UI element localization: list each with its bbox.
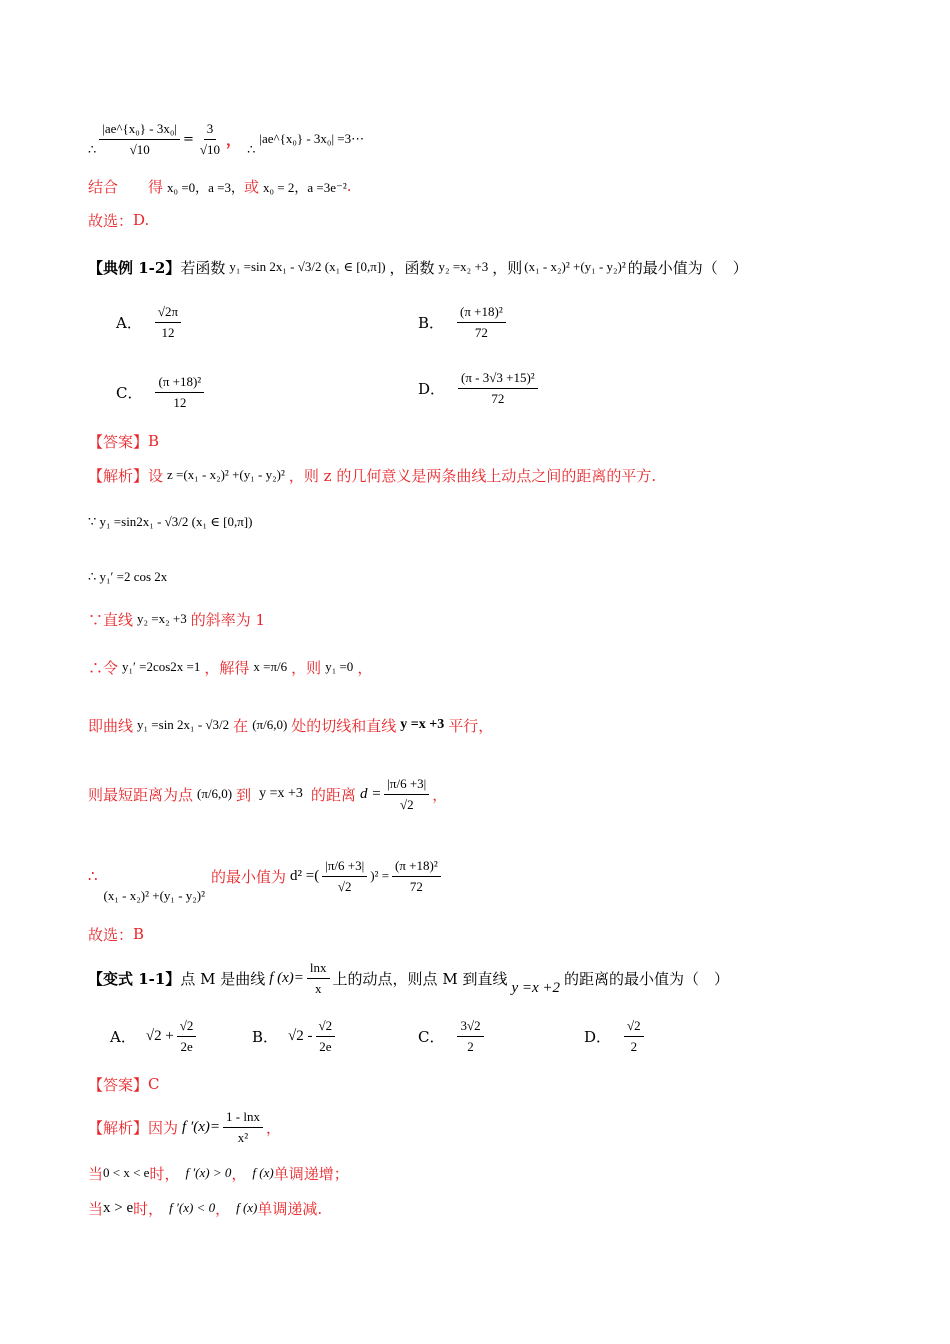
text-get: 得: [148, 177, 164, 196]
question-text: 的最小值为（ ）: [627, 258, 748, 277]
choose-label: 故选：: [88, 211, 134, 230]
solution-tag: 【解析】: [88, 466, 149, 485]
derivative-fraction: [223, 1107, 263, 1148]
choose-value: D.: [133, 211, 150, 229]
line-top-equation: [88, 116, 364, 162]
solution-text: 到: [236, 785, 252, 804]
answer-value: B: [148, 432, 160, 450]
expr-derivative-eq: y₁′ =2cos2x =1: [122, 659, 201, 674]
fraction-denominator: 72: [474, 325, 488, 340]
line-choose-b: [88, 923, 144, 945]
answer-tag: 【答案】: [88, 432, 149, 451]
solution-text: 时，: [133, 1199, 164, 1218]
expr-f-prime: f ′(x)=: [182, 1118, 220, 1135]
result-fraction: [392, 856, 441, 897]
solution-text: 当: [88, 1164, 104, 1183]
answer-1-2: [88, 430, 159, 452]
option-fraction: [457, 302, 506, 343]
solution-line-8: [88, 842, 444, 910]
example-1-2-question: [88, 250, 748, 284]
option-label: D．: [418, 380, 446, 398]
choose-label: 故选：: [88, 925, 134, 944]
solution-line-6: [88, 708, 493, 742]
question-text: 点 M 是曲线: [180, 969, 266, 988]
text-combine: 结合: [88, 177, 119, 196]
variant-tag: 【变式 1-1】: [88, 969, 181, 988]
solution-text: ，: [231, 1164, 247, 1183]
expr-distance-squared: (x₁ - x₂)² +(y₁ - y₂)²: [524, 259, 626, 274]
solution-text: ，则: [291, 658, 322, 677]
solution-text: 的最小值为: [211, 867, 287, 886]
fraction-numerator: (π +18)²: [457, 302, 506, 323]
option-prefix: √2 -: [288, 1028, 313, 1044]
fraction-numerator: √2: [624, 1016, 644, 1037]
question-text: 上的动点，则点 M 到直线: [332, 969, 508, 988]
expr-x0-2: x₀ = 2，a =3e⁻²: [263, 179, 347, 195]
solution-1-1-line-2: [88, 1161, 349, 1185]
fraction-denominator: 2: [467, 1039, 474, 1054]
fraction-denominator: √2: [337, 878, 352, 894]
fraction-numerator: |π/6 +3|: [384, 774, 429, 795]
expr-f-prime-sign: f ′(x) < 0: [169, 1200, 216, 1215]
expr-distance-squared: (x₁ - x₂)² +(y₁ - y₂)²: [103, 888, 206, 903]
comma: ，: [226, 130, 242, 149]
expr-interval: 0 < x < e: [103, 1165, 150, 1180]
fraction-denominator: 2e: [319, 1039, 332, 1054]
abs-expression: |ae^{x₀} - 3x₀| =3⋯: [259, 131, 365, 146]
expr-y1: y₁ =sin 2x₁ - √3/2 (x₁ ∈ [0,π]): [229, 259, 386, 274]
solution-line-7: [88, 760, 447, 828]
fraction-3-over-sqrt10: [197, 119, 223, 160]
equals-sign: =: [183, 131, 194, 147]
solution-text: 设: [148, 466, 164, 485]
expr-line-y2: y₂ =x₂ +3: [137, 611, 187, 626]
fraction-denominator: 72: [491, 391, 505, 406]
option-fraction: [624, 1016, 644, 1057]
fraction-numerator: |ae^{x₀} - 3x₀|: [99, 119, 180, 140]
option-fraction: [177, 1016, 197, 1057]
solution-text: 即曲线: [88, 716, 134, 735]
fraction-numerator: 1 - lnx: [223, 1107, 263, 1128]
solution-text: ，: [432, 785, 448, 804]
expr-f: f (x)=: [269, 969, 304, 986]
fraction-numerator: 3√2: [457, 1016, 483, 1037]
fraction-numerator: (π +18)²: [155, 372, 204, 393]
option-label: B．: [418, 314, 445, 332]
fraction-denominator: 2: [630, 1039, 638, 1054]
solution-tag: 【解析】: [88, 1118, 149, 1137]
fraction-numerator: lnx: [307, 958, 330, 979]
fraction-numerator: |π/6 +3|: [322, 856, 367, 877]
line-combine: [88, 174, 352, 198]
expr-line: y =x +3: [400, 717, 445, 732]
solution-text: 时，: [149, 1164, 180, 1183]
expr-d: d =: [359, 785, 382, 802]
solution-text: 的距离: [310, 785, 356, 804]
answer-value: C: [148, 1075, 160, 1093]
option-b[interactable]: [252, 1016, 338, 1057]
option-d[interactable]: [584, 1016, 647, 1057]
distance-fraction: [322, 856, 367, 897]
fraction-denominator: √10: [199, 141, 221, 157]
choose-value: B: [133, 925, 145, 943]
question-text: 的距离的最小值为（ ）: [564, 969, 730, 988]
expr-x-solution: x =π/6: [253, 659, 288, 674]
option-fraction: [155, 372, 204, 413]
expr-f: f (x): [236, 1200, 258, 1215]
expr-point: (π/6,0): [197, 786, 233, 801]
expr-x0-a: x₀ =0，a =3，: [167, 179, 244, 195]
expr-line: y =x +2: [511, 980, 561, 996]
option-a[interactable]: [110, 1016, 199, 1057]
option-label: D．: [584, 1028, 612, 1046]
solution-text: 处的切线和直线: [291, 716, 397, 735]
expr-squared-eq: )² =: [370, 868, 390, 883]
question-text: ，则: [492, 258, 523, 277]
option-c[interactable]: [116, 372, 207, 413]
option-label: A．: [110, 1028, 136, 1046]
therefore-symbol: ∴: [88, 143, 97, 158]
answer-1-1: [88, 1073, 160, 1095]
option-label: A．: [116, 314, 142, 332]
option-fraction: [316, 1016, 336, 1057]
solution-text: ，解得: [204, 658, 250, 677]
solution-text: 因为: [148, 1118, 179, 1137]
solution-text: 平行，: [448, 716, 494, 735]
fraction-numerator: √2: [177, 1016, 197, 1037]
expr-line: y =x +3: [259, 786, 303, 801]
expr-y2: y₂ =x₂ +3: [438, 259, 489, 274]
expr-curve: y₁ =sin 2x₁ - √3/2: [137, 717, 230, 732]
solution-text: ，: [215, 1199, 231, 1218]
option-label: C．: [418, 1028, 445, 1046]
option-prefix: √2 +: [145, 1028, 174, 1044]
fraction-abs-over-sqrt10: [99, 119, 180, 160]
expr-f: f (x): [252, 1165, 274, 1180]
solution-line-3: [88, 565, 167, 589]
option-fraction: [458, 368, 538, 409]
option-label: B．: [252, 1028, 279, 1046]
option-d[interactable]: [418, 368, 541, 409]
fraction-numerator: √2: [316, 1016, 336, 1037]
fraction-denominator: 12: [173, 395, 187, 410]
option-b[interactable]: [418, 302, 509, 343]
solution-text: 则最短距离为点: [88, 785, 194, 804]
solution-line-2: [88, 506, 252, 538]
expr-d-squared: d² =(: [290, 867, 320, 884]
fraction-numerator: (π +18)²: [392, 856, 441, 877]
expr-interval: x > e: [103, 1199, 134, 1216]
expr-f-prime-sign: f ′(x) > 0: [185, 1165, 232, 1180]
solution-text: 单调递减.: [257, 1199, 323, 1218]
expr-derivative: ∴ y₁′ =2 cos 2x: [88, 569, 168, 584]
solution-1-1-line-3: [88, 1196, 322, 1220]
period: .: [346, 177, 352, 195]
question-text: ，函数: [389, 258, 435, 277]
line-choose-d: [88, 209, 149, 231]
solution-text: ∵直线: [88, 610, 134, 629]
solution-line-4: [88, 607, 265, 631]
solution-line-5: [88, 652, 372, 682]
expr-z: z =(x₁ - x₂)² +(y₁ - y₂)²: [167, 467, 285, 482]
solution-text: ∴: [88, 867, 98, 885]
therefore-symbol: ∴: [247, 143, 256, 158]
solution-line-1: [88, 463, 656, 487]
fraction-numerator: 3: [204, 119, 217, 140]
variant-1-1-question: [88, 955, 729, 1001]
question-text: 若函数: [180, 258, 226, 277]
expr-point: (π/6,0): [252, 717, 288, 732]
fraction-numerator: √2π: [155, 302, 181, 323]
fraction-denominator: √2: [399, 796, 414, 812]
fraction-denominator: 2e: [180, 1039, 193, 1054]
solution-text: 的斜率为 1: [190, 610, 266, 629]
fraction-denominator: 72: [409, 878, 423, 894]
option-c[interactable]: [418, 1016, 487, 1057]
solution-text: ，则 z 的几何意义是两条曲线上动点之间的距离的平方.: [288, 466, 657, 485]
answer-tag: 【答案】: [88, 1075, 149, 1094]
solution-text: ∴令: [88, 658, 119, 677]
function-fraction: [307, 958, 330, 999]
solution-text: 当: [88, 1199, 104, 1218]
option-fraction: [457, 1016, 483, 1057]
solution-text: ，: [265, 1118, 281, 1137]
text-or: 或: [244, 177, 260, 196]
fraction-denominator: √10: [129, 141, 150, 157]
solution-text: 单调递增；: [273, 1164, 349, 1183]
fraction-numerator: (π - 3√3 +15)²: [458, 368, 538, 389]
option-label: C．: [116, 384, 143, 402]
solution-text: 在: [233, 716, 249, 735]
expr-y1-definition: ∵ y₁ =sin2x₁ - √3/2 (x₁ ∈ [0,π]): [88, 514, 253, 529]
distance-fraction: [384, 774, 429, 815]
option-fraction: [155, 302, 181, 343]
option-a[interactable]: [116, 302, 184, 343]
fraction-denominator: x: [314, 980, 322, 996]
example-tag: 【典例 1-2】: [88, 258, 181, 277]
solution-text: ，: [357, 658, 373, 677]
solution-1-1-line-1: [88, 1104, 281, 1150]
fraction-denominator: 12: [161, 325, 175, 340]
expr-y1-zero: y₁ =0: [325, 659, 354, 674]
fraction-denominator: x²: [237, 1129, 249, 1145]
